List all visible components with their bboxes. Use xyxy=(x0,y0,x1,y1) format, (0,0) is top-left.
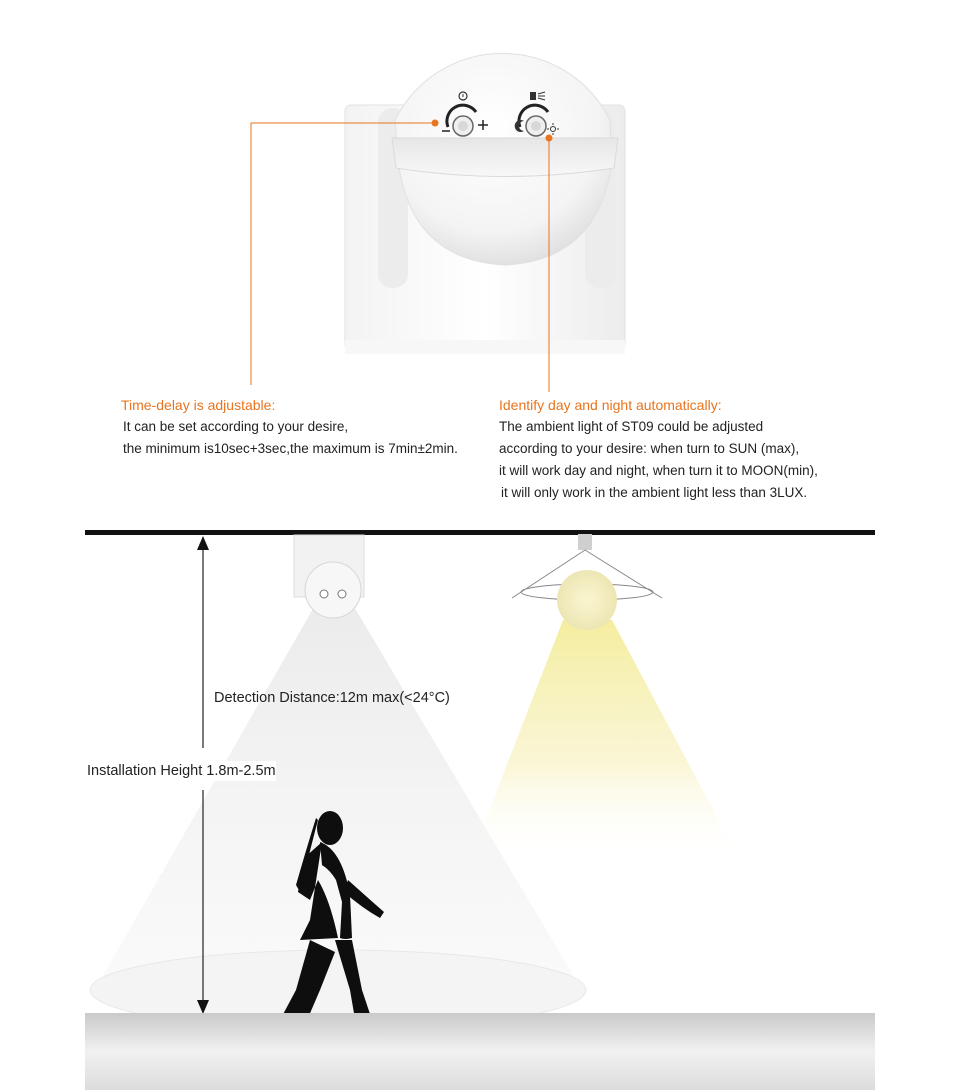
time-delay-title: Time-delay is adjustable: xyxy=(121,397,276,413)
floor xyxy=(85,1013,875,1090)
ceiling xyxy=(85,530,875,535)
lamp-beam xyxy=(470,620,740,860)
ceiling-sensor xyxy=(294,535,364,618)
time-delay-line-1: It can be set according to your desire, xyxy=(123,419,349,434)
time-delay-line-2: the minimum is10sec+3sec,the maximum is 7min±2min. xyxy=(123,441,458,456)
day-night-line-1: The ambient light of ST09 could be adjusted xyxy=(499,419,764,434)
day-night-title: Identify day and night automatically: xyxy=(499,397,722,413)
day-night-line-3: it will work day and night, when turn it to MOON(min), xyxy=(499,463,818,478)
day-night-line-4: it will only work in the ambient light less than 3LUX. xyxy=(501,485,808,500)
installation-diagram xyxy=(0,520,960,1090)
installation-height-label: Installation Height 1.8m-2.5m xyxy=(87,763,276,779)
detection-distance-label: Detection Distance:12m max(<24°C) xyxy=(214,690,450,706)
pendant-lamp xyxy=(512,534,662,630)
day-night-line-2: according to your desire: when turn to SUN (max), xyxy=(499,441,800,456)
